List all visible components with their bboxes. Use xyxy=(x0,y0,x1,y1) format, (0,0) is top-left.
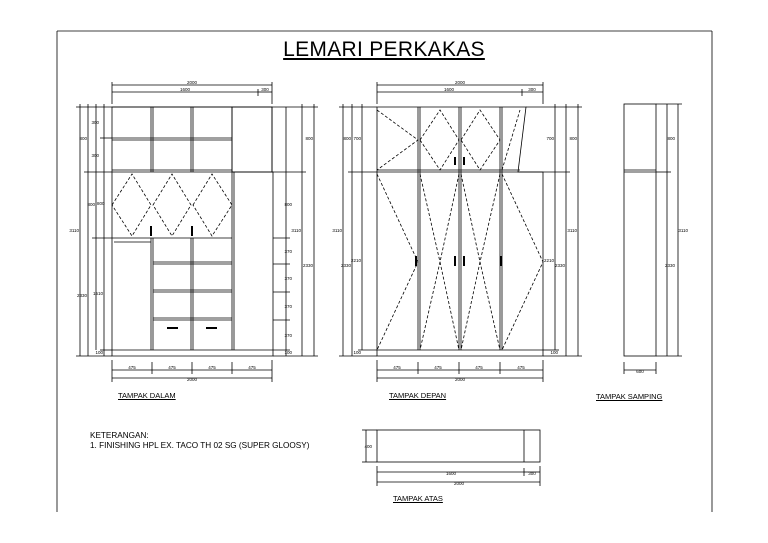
front-dim-plinth: 100 xyxy=(353,350,361,355)
front-dim-left-upper: 800 xyxy=(343,136,351,141)
front-dim-left-lower-inner: 2210 xyxy=(350,258,361,263)
sheet-title: LEMARI PERKAKAS xyxy=(283,38,485,61)
inside-dim-row1: 300 xyxy=(91,120,99,125)
front-dim-right-lower-inner: 2210 xyxy=(543,258,554,263)
inside-dim-left-lower: 2330 xyxy=(76,293,87,298)
side-view-dimensions xyxy=(624,104,682,374)
notes-heading: KETERANGAN: xyxy=(90,431,149,440)
front-dim-right-plinth: 100 xyxy=(550,350,558,355)
inside-dim-right-plinth: 100 xyxy=(284,350,292,355)
inside-dim-bay-4: 475 xyxy=(248,365,256,370)
front-dim-top-main: 1600 xyxy=(443,87,455,92)
inside-view-cabinet xyxy=(112,107,273,356)
front-dim-bottom-total: 2000 xyxy=(454,377,466,382)
inside-dim-bay-2: 475 xyxy=(168,365,176,370)
top-dim-total: 2000 xyxy=(453,481,465,486)
side-dim-total: 3110 xyxy=(678,228,688,233)
inside-dim-drawer3: 370 xyxy=(284,304,292,309)
side-dim-depth: 600 xyxy=(636,369,644,374)
inside-dim-left-upper: 800 xyxy=(79,136,87,141)
front-dim-left-lower: 2330 xyxy=(340,263,351,268)
inside-dim-drawer1: 370 xyxy=(284,249,292,254)
front-dim-left-outer: 3110 xyxy=(332,228,342,233)
inside-dim-drawer4: 370 xyxy=(284,333,292,338)
front-dim-right-upper-inner: 700 xyxy=(546,136,554,141)
front-dim-right-total: 3110 xyxy=(567,228,577,233)
inside-dim-drawer2: 370 xyxy=(284,276,292,281)
top-view-cabinet xyxy=(377,430,540,462)
inside-dim-right-total: 3110 xyxy=(291,228,301,233)
front-dim-left-upper-inner: 700 xyxy=(353,136,361,141)
inside-dim-left-mid2: 800 xyxy=(97,201,105,206)
front-dim-bay-4: 475 xyxy=(517,365,525,370)
side-view-caption: TAMPAK SAMPING xyxy=(596,392,663,401)
front-view-cabinet xyxy=(377,107,543,356)
top-view-caption: TAMPAK ATAS xyxy=(393,494,443,503)
notes-line-1: 1. FINISHING HPL EX. TACO TH 02 SG (SUPER GLOOSY) xyxy=(90,441,310,450)
inside-dim-right-mid: 800 xyxy=(284,202,292,207)
front-dim-top-total: 2000 xyxy=(454,80,466,85)
inside-view-caption: TAMPAK DALAM xyxy=(118,391,176,400)
front-view-caption: TAMPAK DEPAN xyxy=(389,391,447,400)
side-dim-lower: 2330 xyxy=(664,263,675,268)
front-view-dimensions xyxy=(339,82,582,382)
inside-dim-left-outer: 3110 xyxy=(69,228,79,233)
inside-dim-right-lower: 2330 xyxy=(302,263,313,268)
side-view-cabinet xyxy=(624,104,656,356)
front-dim-top-right: 300 xyxy=(528,87,536,92)
inside-dim-row2: 300 xyxy=(91,153,99,158)
side-dim-upper: 800 xyxy=(667,136,675,141)
inside-dim-left-bottom: 1510 xyxy=(92,291,103,296)
front-dim-right-upper: 800 xyxy=(569,136,577,141)
top-dim-right: 300 xyxy=(528,471,536,476)
inside-dim-bay-1: 475 xyxy=(128,365,136,370)
inside-dim-plinth: 100 xyxy=(95,350,103,355)
top-view-dimensions xyxy=(362,430,540,486)
top-dim-depth: 400 xyxy=(364,444,372,449)
inside-dim-right-top: 800 xyxy=(305,136,313,141)
inside-dim-top-right: 300 xyxy=(261,87,269,92)
top-dim-main: 1600 xyxy=(445,471,457,476)
front-dim-bay-2: 475 xyxy=(434,365,442,370)
front-dim-bay-1: 475 xyxy=(393,365,401,370)
inside-dim-bay-3: 475 xyxy=(208,365,216,370)
inside-dim-top-main: 1600 xyxy=(179,87,191,92)
inside-dim-top-total: 2000 xyxy=(186,80,198,85)
inside-dim-left-mid: 800 xyxy=(87,202,95,207)
front-dim-right-lower: 2330 xyxy=(554,263,565,268)
inside-dim-bottom-total: 2000 xyxy=(186,377,198,382)
front-dim-bay-3: 475 xyxy=(475,365,483,370)
